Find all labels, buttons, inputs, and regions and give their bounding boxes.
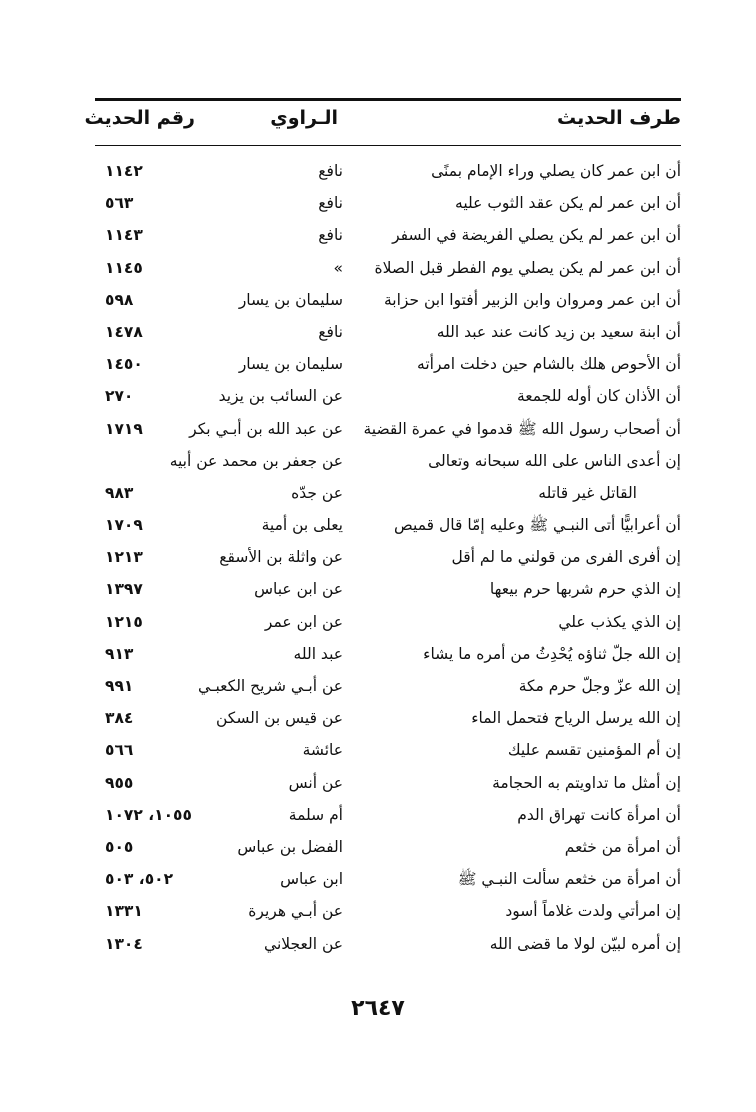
index-row (95, 574, 681, 606)
index-row (95, 510, 681, 542)
hadith-number: ٣٨٤ (105, 709, 134, 728)
narrator: عن أبـي هريرة (248, 902, 343, 921)
index-row (95, 542, 681, 574)
hadith-opening: أن امرأة من خثعم سألت النبـي ﷺ (457, 870, 681, 889)
hadith-number: ١٣٣١ (105, 902, 143, 921)
hadith-number: ٥٠٥ (105, 837, 134, 856)
index-row (95, 220, 681, 252)
index-row (95, 156, 681, 188)
hadith-opening: إن أم المؤمنين تقسم عليك (507, 741, 681, 760)
index-row (95, 414, 681, 446)
index-row (95, 285, 681, 317)
index-row (95, 188, 681, 220)
hadith-index-list (95, 156, 681, 961)
index-row (95, 349, 681, 381)
index-row (95, 607, 681, 639)
narrator: عن ابن عباس (254, 580, 343, 599)
hadith-opening: أن الأذان كان أوله للجمعة (516, 387, 681, 406)
narrator: يعلى بن أمية (261, 516, 343, 535)
hadith-opening: أن ابن عمر كان يصلي وراء الإمام بمنًى (431, 162, 681, 180)
hadith-opening: إن أمره لبيّن لولا ما قضى الله (489, 934, 681, 953)
hadith-opening: إن أمثل ما تداويتم به الحجامة (492, 773, 681, 792)
index-row (95, 735, 681, 767)
index-row (95, 896, 681, 928)
narrator: عبد الله (293, 644, 343, 663)
hadith-opening: أن امرأة من خثعم (564, 837, 681, 856)
index-row (95, 478, 681, 510)
header-rawi: الـراوي (270, 107, 338, 129)
hadith-opening: أن الأحوص هلك بالشام حين دخلت امرأته (417, 355, 681, 374)
narrator: سليمان بن يسار (238, 355, 343, 374)
hadith-opening: أن ابنة سعيد بن زيد كانت عند عبد الله (436, 322, 681, 341)
hadith-opening: إن الذي يكذب علي (558, 612, 681, 631)
narrator: عن أنس (288, 773, 343, 792)
hadith-number: ١٣٠٤ (105, 934, 143, 953)
index-row (95, 253, 681, 285)
index-row (95, 703, 681, 735)
hadith-number: ١٠٥٥، ١٠٧٢ (105, 805, 192, 824)
hadith-opening: إن الله يرسل الرياح فتحمل الماء (471, 709, 681, 728)
hadith-number: ٢٧٠ (105, 387, 134, 406)
narrator: عن العجلاني (264, 934, 343, 953)
hadith-opening: إن الله جلّ ثناؤه يُحْدِثُ من أمره ما يشاء (423, 644, 681, 663)
narrator: نافع (318, 194, 343, 213)
narrator: عن قيس بن السكن (215, 709, 343, 728)
narrator: نافع (318, 322, 343, 341)
top-rule (95, 98, 681, 101)
narrator: » (333, 258, 343, 277)
index-row (95, 800, 681, 832)
narrator: عن السائب بن يزيد (218, 387, 343, 406)
index-row (95, 639, 681, 671)
index-row (95, 929, 681, 961)
index-row (95, 317, 681, 349)
index-row (95, 832, 681, 864)
hadith-number: ١٣٩٧ (105, 580, 143, 599)
index-row (95, 768, 681, 800)
hadith-number: ٩٩١ (105, 677, 134, 695)
narrator: سليمان بن يسار (238, 290, 343, 309)
hadith-number: ١٧٠٩ (105, 516, 143, 535)
hadith-number: ١٢١٥ (105, 612, 143, 631)
narrator: عائشة (302, 741, 343, 760)
table-header (84, 107, 681, 139)
hadith-number: ٩٥٥ (105, 773, 134, 792)
hadith-number: ٩١٣ (105, 644, 134, 663)
hadith-number: ٥٠٢، ٥٠٣ (105, 870, 174, 889)
hadith-opening: إن الله عزّ وجلّ حرم مكة (518, 677, 681, 695)
narrator: نافع (318, 226, 343, 245)
hadith-opening: القاتل غير قاتله (538, 483, 637, 502)
hadith-opening: أن أصحاب رسول الله ﷺ قدموا في عمرة القضية (363, 419, 681, 438)
hadith-number: ٥٦٦ (105, 741, 134, 760)
hadith-opening: أن ابن عمر لم يكن يصلي يوم الفطر قبل الصلاة (374, 258, 681, 277)
narrator: أم سلمة (288, 805, 343, 824)
page-number: ٢٦٤٧ (351, 996, 405, 1021)
hadith-number: ١٤٧٨ (105, 322, 143, 341)
index-row (95, 381, 681, 413)
hadith-number: ١١٤٢ (105, 162, 143, 180)
hadith-number: ١٢١٣ (105, 548, 143, 567)
narrator: نافع (318, 162, 343, 180)
header-tarf: طرف الحديث (557, 107, 681, 129)
narrator: عن واثلة بن الأسقع (219, 548, 343, 567)
narrator: عن جعفر بن محمد عن أبيه (169, 451, 343, 470)
hadith-opening: إن امرأتي ولدت غلاماً أسود (505, 902, 681, 921)
hadith-opening: أن ابن عمر لم يكن يصلي الفريضة في السفر (392, 226, 681, 245)
narrator: الفضل بن عباس (237, 837, 343, 856)
hadith-opening: أن امرأة كانت تهراق الدم (517, 805, 681, 824)
header-raqm: رقم الحديث (84, 107, 195, 129)
narrator: عن ابن عمر (264, 612, 343, 631)
hadith-opening: إن الذي حرم شربها حرم بيعها (489, 580, 681, 599)
hadith-number: ١١٤٣ (105, 226, 143, 245)
index-row (95, 864, 681, 896)
index-row (95, 671, 681, 703)
index-row (95, 446, 681, 478)
narrator: عن جدّه (291, 483, 343, 502)
hadith-number: ٥٦٣ (105, 194, 134, 213)
narrator: ابن عباس (280, 870, 343, 889)
hadith-number: ١٤٥٠ (105, 355, 143, 374)
hadith-number: ١١٤٥ (105, 258, 143, 277)
hadith-number: ٥٩٨ (105, 290, 134, 309)
hadith-opening: أن أعرابيًّا أتى النبـي ﷺ وعليه إمّا قال قميص (394, 516, 681, 535)
narrator: عن عبد الله بن أبـي بكر (189, 419, 343, 438)
hadith-opening: إن أعدى الناس على الله سبحانه وتعالى (428, 451, 681, 470)
hadith-number: ٩٨٣ (105, 483, 134, 502)
hadith-opening: أن ابن عمر لم يكن عقد الثوب عليه (455, 194, 681, 213)
hadith-number: ١٧١٩ (105, 419, 143, 438)
hadith-opening: إن أفرى الفرى من قولني ما لم أقل (451, 548, 681, 567)
header-rule (95, 145, 681, 146)
hadith-opening: أن ابن عمر ومروان وابن الزبير أفتوا ابن حزابة (383, 290, 681, 309)
narrator: عن أبـي شريح الكعبـي (198, 677, 343, 695)
